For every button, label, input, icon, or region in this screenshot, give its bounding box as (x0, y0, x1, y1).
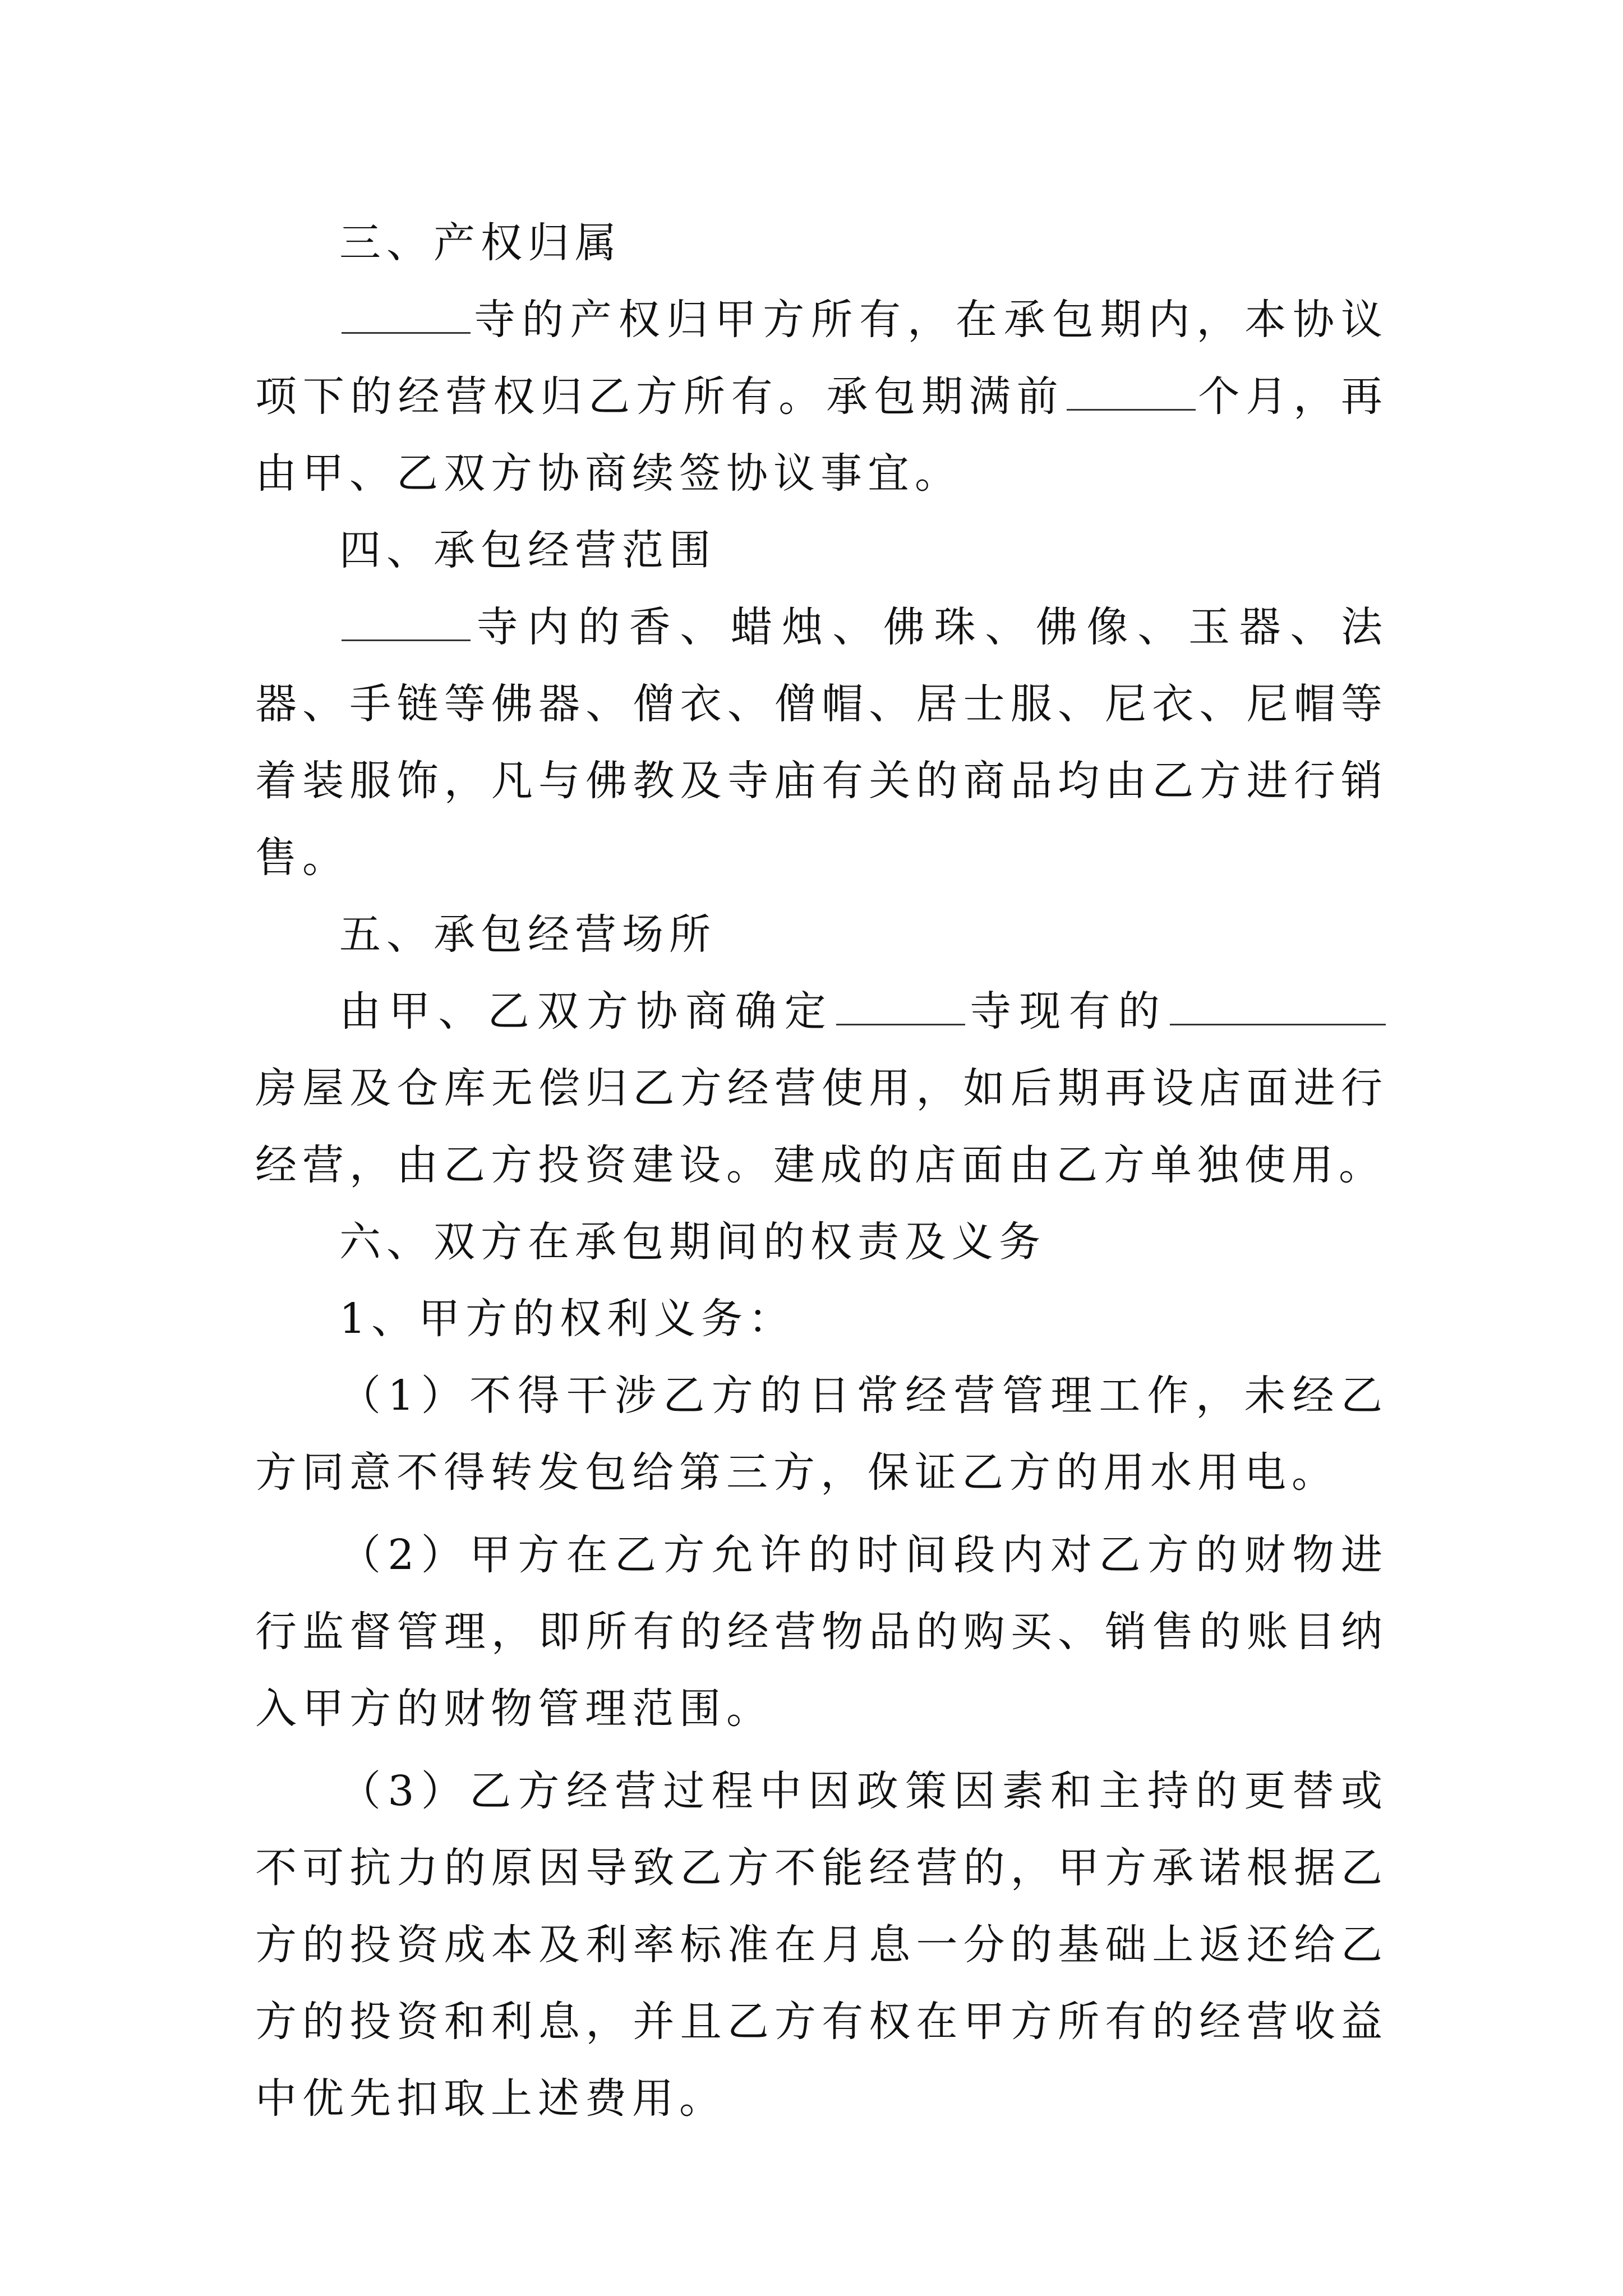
list-item: （1）不得干涉乙方的日常经营管理工作，未经乙方同意不得转发包给第三方，保证乙方的用水用电。 (255, 1372, 1388, 1497)
document-body (255, 205, 1388, 2137)
fill-in-blank (342, 600, 471, 641)
fill-in-blank (1067, 370, 1196, 411)
subheading-party-a-rights: 1、甲方的权利义务： (339, 1295, 796, 1343)
paragraph-text: 个月，再由甲、乙双方协商续签协议事宜。 (255, 372, 1389, 498)
section-heading-property-rights: 三、产权归属 (339, 219, 622, 267)
fill-in-blank (1170, 984, 1386, 1025)
paragraph-text: 由甲、乙双方协商确定 (339, 987, 834, 1036)
fill-in-blank (342, 293, 471, 334)
paragraph-business-scope (255, 589, 1388, 896)
paragraph-text: 寺内的香、蜡烛、佛珠、佛像、玉器、法器、手链等佛器、僧衣、僧帽、居士服、尼衣、尼帽等着装服饰，凡与佛教及寺庙有关的商品均由乙方进行销售。 (255, 603, 1388, 882)
list-item: （3）乙方经营过程中因政策因素和主持的更替或不可抗力的原因导致乙方不能经营的，甲方承诺根据乙方的投资成本及利率标准在月息一分的基础上返还给乙方的投资和利息，并且乙方有权在甲方所有的经营收益中优先扣取上述费用。 (255, 1767, 1388, 2123)
fill-in-blank (836, 984, 965, 1025)
paragraph-property-rights (255, 282, 1388, 512)
paragraph-text: 寺的产权归甲方所有，在承包期内，本协议项下的经营权归乙方所有。承包期满前 (255, 296, 1388, 421)
paragraph-business-premises (255, 973, 1388, 1204)
section-heading-business-scope: 四、承包经营范围 (339, 526, 716, 574)
list-item: （2）甲方在乙方允许的时间段内对乙方的财物进行监督管理，即所有的经营物品的购买、销售的账目纳入甲方的财物管理范围。 (255, 1531, 1388, 1733)
section-heading-rights-obligations: 六、双方在承包期间的权责及义务 (339, 1218, 1046, 1266)
paragraph-text: 寺现有的 (967, 987, 1168, 1036)
paragraph-text: 房屋及仓库无偿归乙方经营使用，如后期再设店面进行经营，由乙方投资建设。建成的店面由乙方单独使用。 (255, 1064, 1388, 1189)
section-heading-business-premises: 五、承包经营场所 (339, 910, 716, 959)
